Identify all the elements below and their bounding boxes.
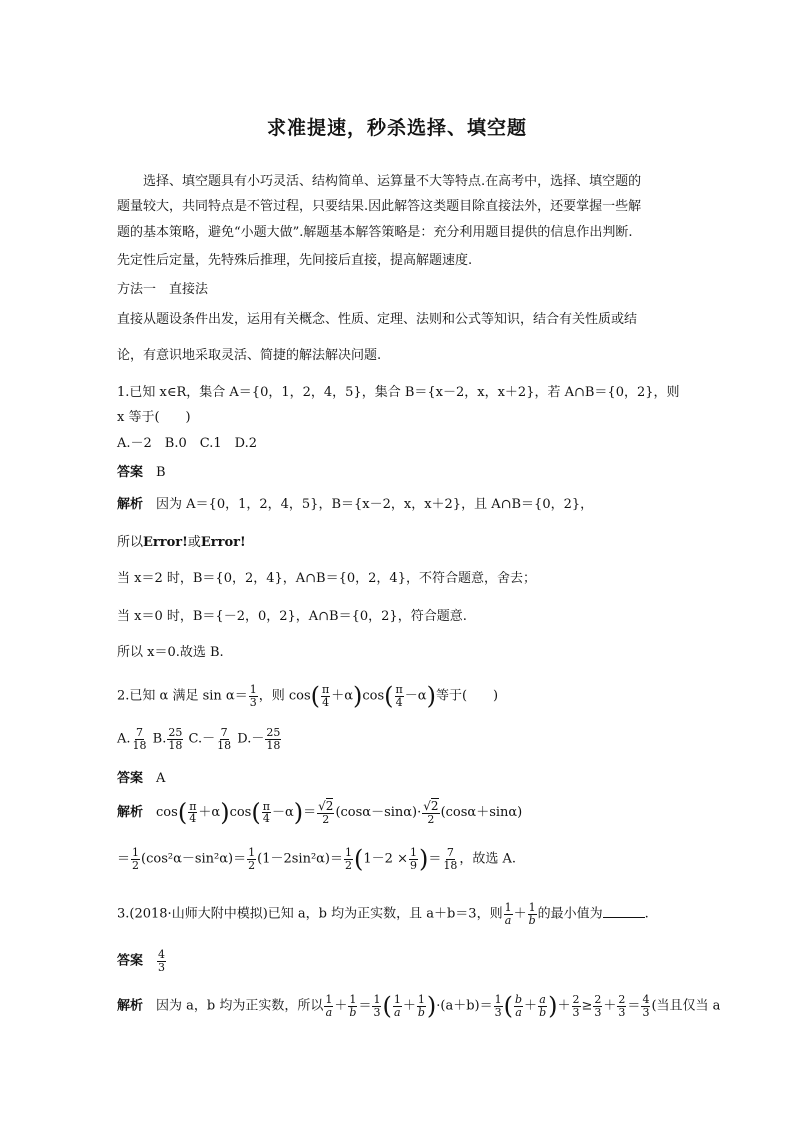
answer-value: B: [156, 465, 166, 480]
option-label: D.－: [237, 731, 265, 747]
fraction: [417, 994, 426, 1018]
expr-text: cos: [362, 688, 385, 704]
denominator: 4: [395, 695, 403, 709]
numerator: 1: [249, 683, 257, 696]
expr-text: ，故选 A.: [459, 851, 517, 867]
fraction: [572, 994, 581, 1018]
numerator: 2: [572, 993, 580, 1006]
denominator: 3: [642, 1005, 650, 1019]
fraction: [348, 994, 357, 1018]
option-label: A.: [117, 731, 131, 747]
q2-analysis-2: ＝ $\frac{1}{2}$ (cos²α－sin²α)＝ $\frac{1}{2}$ (1－2sin²α)＝ $\frac{1}{2}$ (1－2 × $\frac{1}{9}$ )＝ $\frac{7}{18}$ ，故选 A.: [117, 845, 517, 874]
fraction: [157, 949, 166, 973]
fraction: [528, 902, 537, 926]
stem-text: 2.已知 α 满足 sin α＝: [117, 688, 248, 704]
numerator: 1: [504, 901, 512, 914]
q1-analysis-4: 当 x＝0 时，B＝{－2，0，2}，A∩B＝{0，2}，符合题意.: [117, 609, 467, 624]
numerator: 7: [446, 846, 454, 859]
q3-answer: [117, 949, 167, 973]
numerator: 2: [594, 993, 602, 1006]
numerator: 1: [494, 993, 502, 1006]
option-label: C.－: [188, 731, 216, 747]
expr-text: (cos²α－sin²α)＝: [141, 851, 247, 867]
numerator: π: [189, 799, 197, 813]
stem-text: ，则 cos: [258, 688, 311, 704]
fraction: [265, 727, 281, 751]
answer-label: 答案: [117, 953, 144, 969]
denominator: 3: [249, 695, 257, 709]
denominator: 3: [494, 1005, 502, 1019]
method-desc-2: 论，有意识地采取灵活、简捷的解法解决问题.: [117, 348, 382, 363]
method-desc-1: 直接从题设条件出发，运用有关概念、性质、定理、法则和公式等知识，结合有关性质或结: [117, 312, 638, 327]
denominator: 18: [266, 738, 281, 752]
fraction: [317, 800, 334, 825]
q2-analysis-1: 解析 cos( $\frac{\pi}{4}$ ＋α)cos( $\frac{\pi}{4}$ －α)＝ $\frac{√2}{2}$ (cosα－sinα)· $\frac{√2}{2}$ (cosα＋sinα): [117, 798, 523, 827]
numerator: 1: [325, 993, 333, 1006]
denominator: 3: [594, 1005, 602, 1019]
q1-answer: [117, 465, 166, 481]
fraction: [593, 994, 602, 1018]
fraction: [442, 847, 458, 871]
numerator: 7: [136, 726, 144, 739]
expr-text: ＋: [557, 998, 571, 1014]
expr-text: ≥: [581, 998, 593, 1014]
numerator: a: [539, 993, 546, 1006]
numerator: 7: [220, 726, 228, 739]
q1-options: A.－2 B.0 C.1 D.2: [117, 436, 257, 451]
fraction: [409, 847, 418, 871]
stem-text: 的最小值为: [537, 906, 603, 922]
fraction: [188, 801, 197, 825]
stem-text: 等于( ): [435, 688, 499, 704]
denominator: b: [349, 1005, 357, 1019]
fraction: [321, 684, 330, 708]
denominator: a: [515, 1005, 522, 1019]
denominator: 4: [262, 812, 270, 826]
fraction: [372, 994, 381, 1018]
numerator: 2: [618, 993, 626, 1006]
denominator: 2: [248, 858, 256, 872]
denominator: 9: [409, 858, 417, 872]
expr-text: ＋: [524, 998, 538, 1014]
q2-options: [117, 727, 282, 751]
answer-label: 答案: [117, 465, 144, 480]
denominator: 2: [322, 812, 330, 826]
expr-text: ＋: [402, 998, 416, 1014]
fraction: [131, 847, 140, 871]
denominator: b: [539, 1005, 547, 1019]
fraction: [132, 727, 148, 751]
error-text: Error!: [200, 535, 246, 550]
error-text: Error!: [143, 535, 188, 550]
fraction: [538, 994, 547, 1018]
numerator: 4: [642, 993, 650, 1006]
fraction: [167, 727, 183, 751]
expr-text: ＝: [428, 851, 442, 867]
numerator: 25: [266, 726, 281, 739]
numerator: √2: [423, 799, 439, 813]
expr-text: cos: [229, 805, 252, 821]
denominator: 18: [217, 738, 232, 752]
denominator: a: [504, 913, 512, 927]
fraction: [393, 994, 402, 1018]
denominator: 18: [168, 738, 183, 752]
q1-analysis-1: [117, 497, 593, 513]
numerator: 1: [132, 846, 140, 859]
numerator: 1: [345, 846, 353, 859]
answer-blank: [603, 917, 645, 918]
fraction: [641, 994, 650, 1018]
numerator: 25: [168, 726, 183, 739]
expr-text: ＋: [334, 998, 348, 1014]
analysis-prefix: 所以: [117, 535, 144, 550]
q2-stem: 2.已知 α 满足 sin α＝ $\frac{1}{3}$ ，则 cos( $\frac{\pi}{4}$ ＋α)cos( $\frac{\pi}{4}$ －α)等于( ): [117, 682, 499, 711]
q2-answer: [117, 771, 165, 787]
fraction: [344, 847, 353, 871]
expr-text: ·(a＋b)＝: [436, 998, 493, 1014]
fraction: [247, 847, 256, 871]
analysis-text: 因为 A＝{0，1，2，4，5}，B＝{x－2，x，x＋2}，且 A∩B＝{0，2}，: [156, 497, 594, 512]
expr-text: －α: [404, 688, 427, 704]
radicand: 2: [325, 799, 334, 813]
method-heading: 方法一 直接法: [117, 282, 209, 297]
q1-analysis-5: 所以 x＝0.故选 B.: [117, 645, 224, 660]
denominator: 3: [373, 1005, 381, 1019]
expr-text: cos: [156, 805, 178, 821]
radicand: 2: [430, 799, 439, 813]
numerator: 1: [373, 993, 381, 1006]
numerator: 1: [409, 846, 417, 859]
intro-line-1: 选择、填空题具有小巧灵活、结构简单、运算量不大等特点.在高考中，选择、填空题的: [143, 174, 642, 189]
stem-text: 3.(2018·山师大附中模拟)已知 a，b 均为正实数，且 a＋b＝3，则: [117, 906, 503, 922]
expr-text: (1－2sin²α)＝: [257, 851, 344, 867]
q3-analysis: 解析 因为 a，b 均为正实数，所以 $\frac{1}{a}$ ＋ $\frac{1}{b}$ ＝ $\frac{1}{3}$ ( $\frac{1}{a}$ ＋ $\frac{1}{b}$ )·(a＋b)＝ $\frac{1}{3}$ ( $\frac{b}{a}$ ＋ $\frac{a}{b}$ )＋ $\frac{2}{3}$ ≥ $\frac{2}{3}$ ＋ $\frac{2}{3}$ ＝ $\frac{4}{3}$ (当且仅当 a: [117, 992, 721, 1021]
analysis-label: 解析: [117, 805, 144, 821]
numerator: 1: [349, 993, 357, 1006]
expr-text: 因为 a，b 均为正实数，所以: [156, 998, 324, 1014]
q3-stem: 3.(2018·山师大附中模拟)已知 a，b 均为正实数，且 a＋b＝3，则 $\frac{1}{a}$ ＋ $\frac{1}{b}$ 的最小值为 .: [117, 901, 649, 927]
denominator: 2: [427, 812, 435, 826]
page-title: 求准提速，秒杀选择、填空题: [266, 117, 527, 139]
answer-label: 答案: [117, 771, 144, 786]
fraction: [324, 994, 333, 1018]
numerator: π: [395, 683, 403, 696]
denominator: b: [528, 913, 536, 927]
answer-value: A: [156, 771, 166, 786]
denominator: 2: [345, 858, 353, 872]
numerator: b: [515, 993, 523, 1006]
fraction: [617, 994, 626, 1018]
intro-line-4: 先定性后定量，先特殊后推理，先间接后直接，提高解题速度.: [117, 253, 473, 268]
fraction: [216, 727, 232, 751]
numerator: 1: [248, 846, 256, 859]
expr-text: ＋α: [331, 688, 354, 704]
denominator: a: [394, 1005, 401, 1019]
numerator: 4: [158, 948, 166, 961]
expr-text: ＝: [358, 998, 372, 1014]
expr-text: ＝: [303, 805, 317, 821]
numerator: 1: [393, 993, 401, 1006]
q1-stem-2: x 等于( ): [117, 410, 191, 425]
fraction: [262, 801, 271, 825]
denominator: 3: [158, 960, 166, 974]
fraction: [504, 902, 513, 926]
expr-text: ＝: [117, 851, 131, 867]
fraction: [514, 994, 523, 1018]
option-label: B.: [152, 731, 167, 747]
denominator: b: [417, 1005, 425, 1019]
expr-text: (cosα－sinα)·: [335, 805, 422, 821]
intro-line-3: 题的基本策略，避免“小题大做”.解题基本解答策略是：充分利用题目提供的信息作出判断.: [117, 225, 633, 240]
numerator: π: [262, 799, 270, 813]
fraction: [422, 800, 439, 825]
analysis-label: 解析: [117, 998, 144, 1014]
expr-text: －α: [271, 805, 294, 821]
expr-text: 1－2 ×: [363, 851, 408, 867]
intro-line-2: 题量较大，共同特点是不管过程，只要结果.因此解答这类题目除直接法外，还要掌握一些解: [117, 199, 642, 214]
expr-text: (cosα＋sinα): [440, 805, 523, 821]
q1-stem-1: 1.已知 x∈R，集合 A＝{0，1，2，4，5}，集合 B＝{x－2，x，x＋2}，若 A∩B＝{0，2}，则: [117, 385, 680, 400]
denominator: 18: [132, 738, 147, 752]
fraction: [249, 684, 258, 708]
fraction: [395, 684, 404, 708]
denominator: 18: [443, 858, 458, 872]
numerator: 1: [528, 901, 536, 914]
q1-analysis-2: [117, 535, 246, 551]
denominator: 3: [572, 1005, 580, 1019]
analysis-label: 解析: [117, 497, 144, 512]
fraction: [494, 994, 503, 1018]
expr-text: (当且仅当 a: [651, 998, 721, 1014]
numerator: √2: [318, 799, 334, 813]
denominator: a: [325, 1005, 333, 1019]
expr-text: ＋: [513, 906, 527, 922]
numerator: 1: [417, 993, 425, 1006]
expr-text: ＝: [627, 998, 641, 1014]
or-text: 或: [187, 535, 201, 550]
expr-text: ＋: [603, 998, 617, 1014]
numerator: π: [322, 683, 330, 696]
expr-text: ＋α: [198, 805, 221, 821]
q1-analysis-3: 当 x＝2 时，B＝{0，2，4}，A∩B＝{0，2，4}，不符合题意，舍去；: [117, 571, 536, 586]
denominator: 3: [618, 1005, 626, 1019]
denominator: 4: [189, 812, 197, 826]
denominator: 4: [322, 695, 330, 709]
denominator: 2: [132, 858, 140, 872]
